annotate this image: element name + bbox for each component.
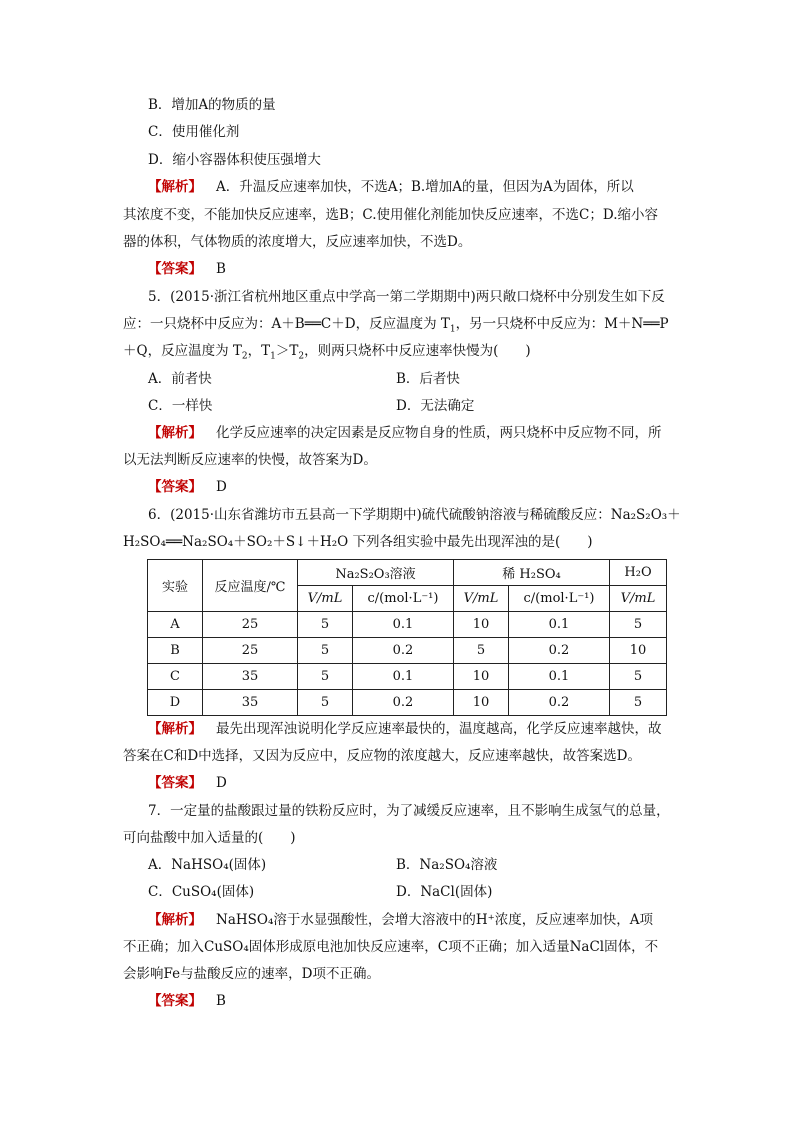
q5-option-b: B．后者快 <box>396 371 460 387</box>
q5-option-d: D．无法确定 <box>396 398 475 414</box>
th-temperature: 反应温度/℃ <box>203 560 298 612</box>
th-volume: V/mL <box>298 586 353 612</box>
q5-options-row-1 <box>148 369 212 389</box>
answer-tag: 【答案】 <box>148 261 202 277</box>
table-cell: A <box>148 612 203 638</box>
q7-option-a: A．NaHSO₄(固体) <box>148 857 267 873</box>
table-cell: 35 <box>203 664 298 690</box>
q5-analysis-line-1: 【解析】 化学反应速率的决定因素是反应物自身的性质，两只烧杯中反应物不同，所 <box>148 425 662 441</box>
q5-stem-line-3: ＋Q，反应温度为 $T_2$，$T_1>T_2$，则两只烧杯中反应速率快慢为( ) <box>123 343 531 362</box>
table-cell: 35 <box>203 690 298 716</box>
table-row <box>148 664 667 690</box>
table-cell: 5 <box>298 638 353 664</box>
table-cell: 5 <box>298 664 353 690</box>
th-experiment: 实验 <box>148 560 203 612</box>
table-cell: 0.1 <box>353 664 454 690</box>
q5-stem-line-1: 5．(2015·浙江省杭州地区重点中学高一第二学期期中)两只敞口烧杯中分别发生如下反 <box>148 289 665 305</box>
q4-answer: 【答案】 B <box>148 261 226 277</box>
table-cell: 5 <box>610 690 667 716</box>
th-h2so4: 稀 H₂SO₄ <box>454 560 610 586</box>
q5-option-c: C．一样快 <box>148 398 213 414</box>
th-h2o: H₂O <box>610 560 667 586</box>
table-cell: C <box>148 664 203 690</box>
q4-option-b: B．增加A的物质的量 <box>148 97 276 113</box>
table-cell: 10 <box>454 612 509 638</box>
q7-option-d: D．NaCl(固体) <box>396 884 493 900</box>
table-cell: 10 <box>454 664 509 690</box>
table-cell: 5 <box>610 612 667 638</box>
table-cell: 0.1 <box>509 612 610 638</box>
q7-stem-line-2: 可向盐酸中加入适量的( ) <box>123 830 296 846</box>
answer-tag: 【答案】 <box>148 993 202 1009</box>
th-concentration: c/(mol·L⁻¹) <box>509 586 610 612</box>
table-cell: 0.1 <box>509 664 610 690</box>
q4-option-c: C．使用催化剂 <box>148 124 240 140</box>
q6-stem-line-1: 6．(2015·山东省潍坊市五县高一下学期期中)硫代硫酸钠溶液与稀硫酸反应：Na₂S₂O₃＋ <box>148 507 681 523</box>
table-row <box>148 690 667 716</box>
table-cell: 5 <box>610 664 667 690</box>
th-volume: V/mL <box>454 586 509 612</box>
table-cell: 10 <box>610 638 667 664</box>
th-concentration: c/(mol·L⁻¹) <box>353 586 454 612</box>
table-cell: 10 <box>454 690 509 716</box>
q7-analysis-line-3: 会影响Fe与盐酸反应的速率，D项不正确。 <box>123 966 380 982</box>
table-cell: 5 <box>298 690 353 716</box>
th-volume: V/mL <box>610 586 667 612</box>
th-na2s2o3: Na₂S₂O₃溶液 <box>298 560 454 586</box>
q6-analysis-line-2: 答案在C和D中选择，又因为反应中，反应物的浓度越大，反应速率越快，故答案选D。 <box>123 748 641 764</box>
table-cell: D <box>148 690 203 716</box>
table-cell: 0.2 <box>353 690 454 716</box>
table-cell: 5 <box>454 638 509 664</box>
q5-analysis-line-2: 以无法判断反应速率的快慢，故答案为D。 <box>123 452 377 468</box>
analysis-tag: 【解析】 <box>148 912 202 928</box>
q6-stem-line-2: H₂SO₄══Na₂SO₄＋SO₂＋S↓＋H₂O 下列各组实验中最先出现浑浊的是( ) <box>123 534 593 550</box>
analysis-tag: 【解析】 <box>148 179 202 195</box>
table-cell: 0.2 <box>509 638 610 664</box>
q4-analysis-line-1: 【解析】 A．升温反应速率加快，不选A；B.增加A的量，但因为A为固体，所以 <box>148 179 634 195</box>
table-cell: 25 <box>203 638 298 664</box>
table-cell: 25 <box>203 612 298 638</box>
q5-option-a: A．前者快 <box>148 371 212 387</box>
q4-option-d: D．缩小容器体积使压强增大 <box>148 152 321 168</box>
q6-answer: 【答案】 D <box>148 775 227 791</box>
q6-analysis-line-1: 【解析】 最先出现浑浊说明化学反应速率最快的，温度越高，化学反应速率越快，故 <box>148 721 662 737</box>
table-cell: B <box>148 638 203 664</box>
table-row <box>148 638 667 664</box>
table-cell: 0.1 <box>353 612 454 638</box>
q7-answer: 【答案】 B <box>148 993 226 1009</box>
q5-answer: 【答案】 D <box>148 479 227 495</box>
q7-analysis-line-1: 【解析】 NaHSO₄溶于水显强酸性，会增大溶液中的H⁺浓度，反应速率加快，A项 <box>148 912 654 928</box>
experiment-table <box>147 559 667 716</box>
q7-option-c: C．CuSO₄(固体) <box>148 884 255 900</box>
analysis-tag: 【解析】 <box>148 721 202 737</box>
analysis-tag: 【解析】 <box>148 425 202 441</box>
table-cell: 5 <box>298 612 353 638</box>
table-cell: 0.2 <box>509 690 610 716</box>
q7-analysis-line-2: 不正确；加入CuSO₄固体形成原电池加快反应速率，C项不正确；加入适量NaCl固体，不 <box>123 939 659 955</box>
q4-analysis-line-2: 其浓度不变，不能加快反应速率，选B；C.使用催化剂能加快反应速率，不选C；D.缩小容 <box>123 207 659 223</box>
table-row <box>148 612 667 638</box>
q7-stem-line-1: 7．一定量的盐酸跟过量的铁粉反应时，为了减缓反应速率，且不影响生成氢气的总量， <box>148 803 670 819</box>
answer-tag: 【答案】 <box>148 479 202 495</box>
table-cell: 0.2 <box>353 638 454 664</box>
q5-stem-line-2: 应：一只烧杯中反应为：A＋B══C＋D，反应温度为 $T_1$，另一只烧杯中反应为：M＋N══P <box>123 316 669 335</box>
answer-tag: 【答案】 <box>148 775 202 791</box>
q7-option-b: B．Na₂SO₄溶液 <box>396 857 498 873</box>
q4-analysis-line-3: 器的体积，气体物质的浓度增大，反应速率加快，不选D。 <box>123 234 472 250</box>
